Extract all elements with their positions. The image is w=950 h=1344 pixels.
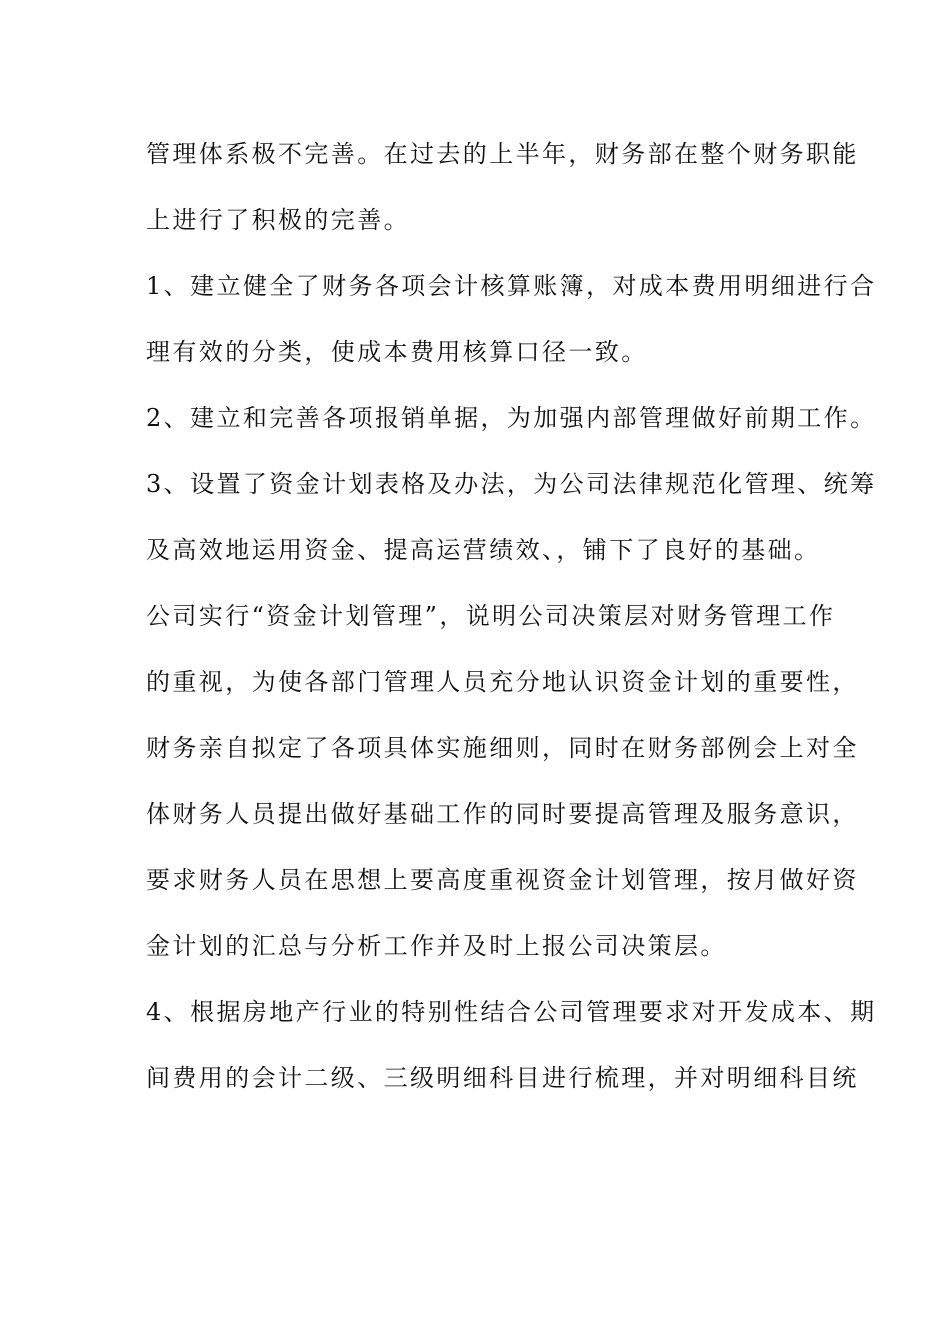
text-line: 公司实行“资金计划管理”，说明公司决策层对财务管理工作	[146, 602, 836, 630]
text-line: 2、建立和完善各项报销单据，为加强内部管理做好前期工作。	[146, 404, 877, 432]
text-line: 金计划的汇总与分析工作并及时上报公司决策层。	[146, 932, 727, 960]
text-line: 1、建立健全了财务各项会计核算账簿，对成本费用明细进行合	[146, 272, 877, 300]
text-line: 上进行了积极的完善。	[146, 206, 410, 234]
text-line: 及高效地运用资金、提高运营绩效、，铺下了良好的基础。	[146, 536, 821, 564]
text-line: 4、根据房地产行业的特别性结合公司管理要求对开发成本、期	[146, 998, 877, 1026]
text-line: 要求财务人员在思想上要高度重视资金计划管理，按月做好资	[146, 866, 859, 894]
text-line: 间费用的会计二级、三级明细科目进行梳理，并对明细科目统	[146, 1064, 859, 1092]
text-line: 理有效的分类，使成本费用核算口径一致。	[146, 338, 648, 366]
text-line: 3、设置了资金计划表格及办法，为公司法律规范化管理、统筹	[146, 470, 877, 498]
text-line: 财务亲自拟定了各项具体实施细则，同时在财务部例会上对全	[146, 734, 859, 762]
text-line: 体财务人员提出做好基础工作的同时要提高管理及服务意识，	[146, 800, 859, 828]
document-body	[146, 130, 877, 1120]
text-line: 的重视，为使各部门管理人员充分地认识资金计划的重要性，	[146, 668, 859, 696]
text-line: 管理体系极不完善。在过去的上半年，财务部在整个财务职能	[146, 140, 859, 168]
